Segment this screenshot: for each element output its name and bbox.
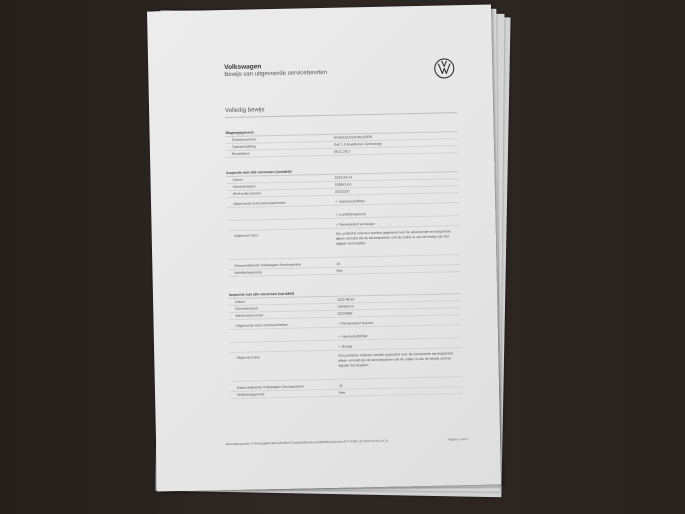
page-number: Pagina 1 van 1: [447, 437, 469, 442]
table-row: ✓ Bougie: [230, 338, 462, 353]
table-heading: Inspectie met olie verversen (variabel): [229, 287, 461, 299]
table-row: Werkordernummer 20220862: [229, 308, 461, 320]
service-record-page: [147, 4, 501, 491]
confirmation-code: Bevestigingscode: PxPkmgxgdPkcBkXaZs2BfreTCxekkaiDMxHbe.hCQBfh6FkeQhmfnc/7P4-4U8C-UK 2023-04-04 (v.1.3): [226, 438, 389, 447]
inspection-table-1: [226, 165, 460, 277]
table-row: Bouwdatum 08.11.2017: [226, 146, 458, 158]
brand-name: Volkswagen: [224, 63, 262, 72]
table-row: Uitgevoerd door Om juridische redenen worden gegevens over de uitvoerende servicepartner alleen vermeld als de servicepartner ook de maker is van de bewijs van het digitale Serviceplan.: [230, 348, 463, 382]
table-row: ✓ Interieurluchtfilter: [230, 325, 462, 343]
table-row: Datum 2023-03-14: [226, 172, 458, 184]
table-heading: Wagengegevens: [226, 125, 458, 137]
table-row: Uitgevoerde extra werkzaamheden ✓ Remvloeistof Service: [229, 315, 461, 330]
table-row: Uitgevoerde extra werkzaamheden ✓ Interieurluchtfilter: [227, 193, 459, 208]
table-row: Uitgevoerd door Om juridische redenen worden gegevens over de uitvoerende servicepartner alleen vermeld als de servicepartner ook de maker is van de bewijs van het digitale Serviceplan.: [228, 226, 461, 260]
table-row: ✓ Luchtfilterelement: [227, 203, 459, 221]
section-title: Volledig bewijs: [225, 107, 265, 115]
table-row: ✓ Remvloeistof vervanger: [227, 216, 459, 231]
table-heading: Inspectie met olie verversen (variabel): [226, 165, 458, 177]
table-row: Geaccrediteerde Volkswagen Servicepartner Ja: [231, 377, 463, 392]
table-row: Mobiliteitsgarantie Nee: [231, 387, 463, 399]
table-row: Chassisnummer WVWZZZAUZHW115938: [226, 132, 458, 144]
volkswagen-logo-icon: [433, 57, 455, 79]
table-row: Typeaanduiding Golf 1.5 BlueMotion Technology: [226, 139, 458, 151]
table-row: Werkordernummer 20231337: [227, 186, 459, 198]
table-row: Kilometerstand 139400 km: [229, 301, 461, 313]
vehicle-data-table: [226, 125, 459, 158]
document-subtitle: Bewijs van uitgevoerde servicebeurten: [224, 69, 328, 79]
table-row: Mobiliteitsgarantie Nee: [228, 265, 460, 277]
inspection-table-2: [229, 287, 463, 399]
table-row: Kilometerstand 183843 km: [227, 179, 459, 191]
table-row: Datum 2022-08-16: [229, 294, 461, 306]
table-row: Geaccrediteerde Volkswagen Servicepartner Ja: [228, 255, 460, 270]
